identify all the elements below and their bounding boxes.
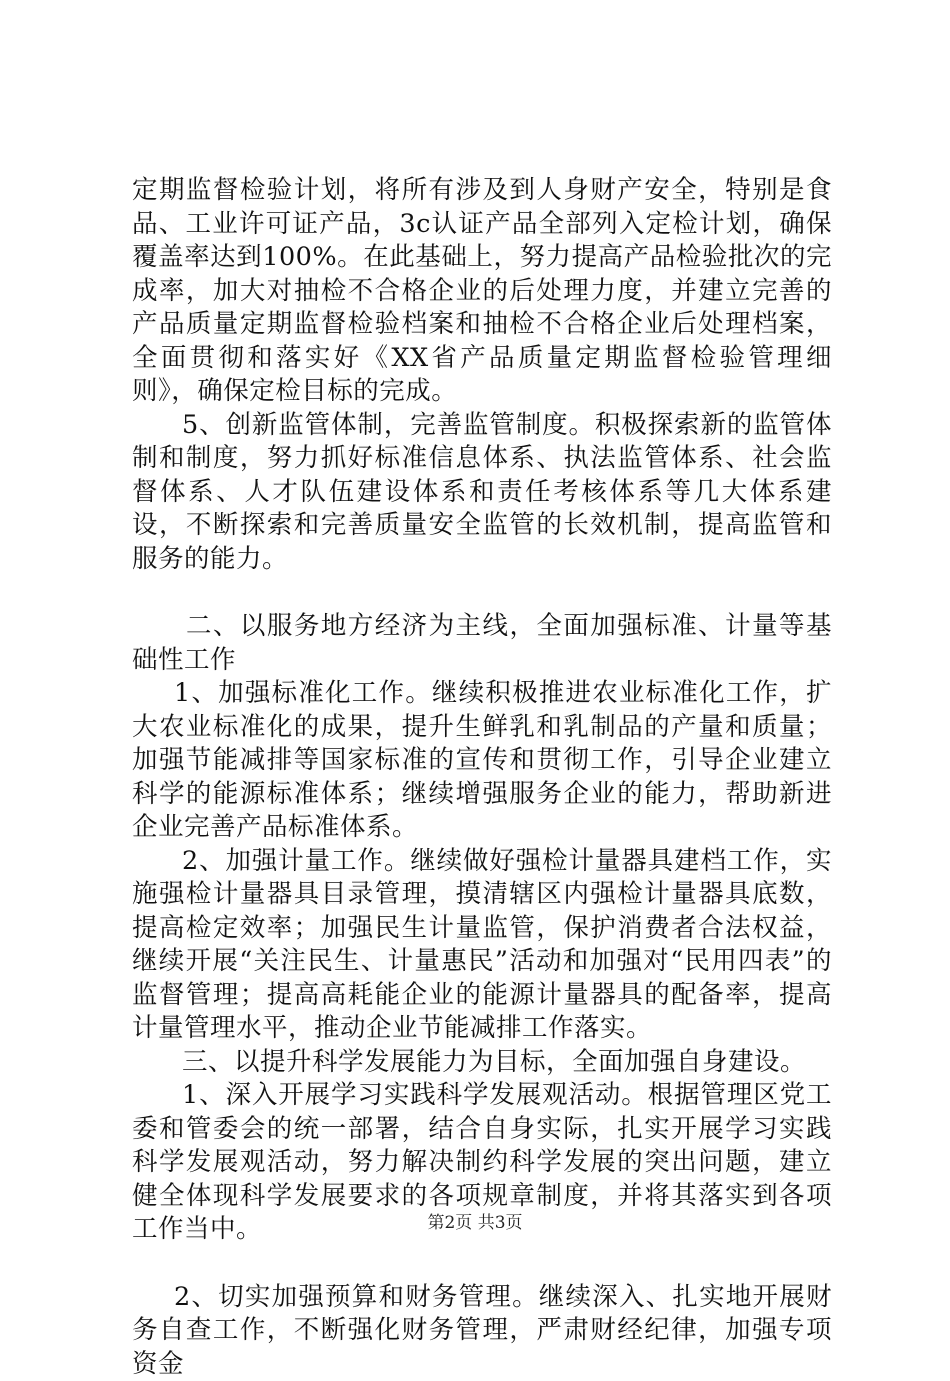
paragraph-item-2-metrology: 2、加强计量工作。继续做好强检计量器具建档工作，实施强检计量器具目录管理，摸清辖区内强检计量器具底数，提高检定效率；加强民生计量监管，保护消费者合法权益，继续开展“关注民生、计量惠民”活动和加强对“民用四表”的监督管理；提高高耗能企业的能源计量器具的配备率，提高计量管理水平，推动企业节能减排工作落实。	[132, 845, 832, 1046]
page-number-footer: 第2页 共3页	[0, 1208, 950, 1233]
paragraph-item-5-supervision-system: 5、创新监管体制，完善监管制度。积极探索新的监管体制和制度，努力抓好标准信息体系、执法监管体系、社会监督体系、人才队伍建设体系和责任考核体系等几大体系建设，不断探索和完善质量安全监管的长效机制，提高监管和服务的能力。	[132, 409, 832, 577]
paragraph-item-2-budget-finance: 2、切实加强预算和财务管理。继续深入、扎实地开展财务自查工作，不断强化财务管理，严肃财经纪律，加强专项资金	[132, 1281, 832, 1381]
paragraph-item-1-standardization: 1、加强标准化工作。继续积极推进农业标准化工作，扩大农业标准化的成果，提升生鲜乳和乳制品的产量和质量；加强节能减排等国家标准的宣传和贯彻工作，引导企业建立科学的能源标准体系；继续增强服务企业的能力，帮助新进企业完善产品标准体系。	[132, 677, 832, 845]
paragraph-periodic-inspection: 定期监督检验计划，将所有涉及到人身财产安全，特别是食品、工业许可证产品，3c认证产品全部列入定检计划，确保覆盖率达到100%。在此基础上，努力提高产品检验批次的完成率，加大对抽检不合格企业的后处理力度，并建立完善的产品质量定期监督检验档案和抽检不合格企业后处理档案，全面贯彻和落实好《XX省产品质量定期监督检验管理细则》，确保定检目标的完成。	[132, 174, 832, 409]
paragraph-item-1-scientific-development: 1、深入开展学习实践科学发展观活动。根据管理区党工委和管委会的统一部署，结合自身实际，扎实开展学习实践科学发展观活动，努力解决制约科学发展的突出问题，建立健全体现科学发展要求的各项规章制度，并将其落实到各项工作当中。	[132, 1079, 832, 1247]
document-body	[132, 174, 832, 1381]
section-heading-3: 三、以提升科学发展能力为目标，全面加强自身建设。	[132, 1046, 832, 1080]
section-heading-2: 二、以服务地方经济为主线，全面加强标准、计量等基础性工作	[132, 610, 832, 677]
